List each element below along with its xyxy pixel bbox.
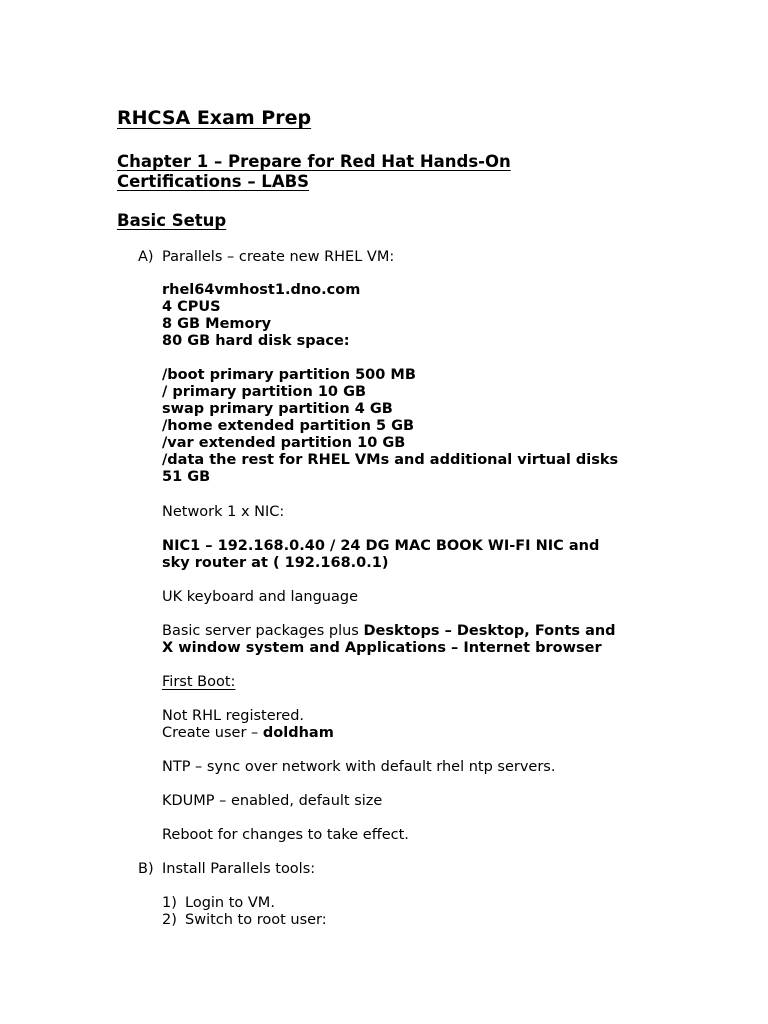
partition-line: /var extended partition 10 GB bbox=[162, 435, 406, 451]
item-b-text: Install Parallels tools: bbox=[162, 861, 316, 877]
partition-line: /data the rest for RHEL VMs and additional virtual disks bbox=[162, 452, 619, 468]
section-heading: Basic Setup bbox=[117, 211, 227, 230]
step-number: 1) bbox=[162, 895, 177, 911]
nic-line1: NIC1 – 192.168.0.40 / 24 DG MAC BOOK WI-FI NIC and bbox=[162, 538, 600, 554]
partition-line: /boot primary partition 500 MB bbox=[162, 367, 416, 383]
keyboard-line: UK keyboard and language bbox=[162, 589, 358, 605]
create-user-line bbox=[162, 725, 334, 742]
partition-line: 51 GB bbox=[162, 469, 211, 485]
step-text: Switch to root user: bbox=[185, 912, 327, 928]
partition-line: / primary partition 10 GB bbox=[162, 384, 367, 400]
packages-line1 bbox=[162, 623, 616, 640]
partition-line: /home extended partition 5 GB bbox=[162, 418, 415, 434]
item-a-text: Parallels – create new RHEL VM: bbox=[162, 249, 395, 265]
ntp-line: NTP – sync over network with default rhel ntp servers. bbox=[162, 759, 556, 775]
spec-disk: 80 GB hard disk space: bbox=[162, 333, 350, 349]
reboot-line: Reboot for changes to take effect. bbox=[162, 827, 409, 843]
network-label: Network 1 x NIC: bbox=[162, 504, 285, 520]
partition-line: swap primary partition 4 GB bbox=[162, 401, 393, 417]
first-boot-heading: First Boot: bbox=[162, 674, 236, 690]
chapter-heading-line1: Chapter 1 – Prepare for Red Hat Hands-On bbox=[117, 152, 511, 171]
item-a-marker: A) bbox=[138, 249, 154, 265]
item-b-marker: B) bbox=[138, 861, 154, 877]
nic-line2: sky router at ( 192.168.0.1) bbox=[162, 555, 389, 571]
create-user-prefix: Create user – bbox=[162, 725, 263, 741]
kdump-line: KDUMP – enabled, default size bbox=[162, 793, 383, 809]
spec-cpus: 4 CPUS bbox=[162, 299, 221, 315]
chapter-heading-line2: Certifications – LABS bbox=[117, 172, 310, 191]
not-registered-line: Not RHL registered. bbox=[162, 708, 305, 724]
spec-hostname: rhel64vmhost1.dno.com bbox=[162, 282, 361, 298]
packages-prefix: Basic server packages plus bbox=[162, 623, 364, 639]
packages-line2: X window system and Applications – Internet browser bbox=[162, 640, 602, 656]
step-text: Login to VM. bbox=[185, 895, 275, 911]
page-title: RHCSA Exam Prep bbox=[117, 107, 312, 129]
packages-bold1: Desktops – Desktop, Fonts and bbox=[363, 623, 616, 639]
create-user-name: doldham bbox=[262, 725, 334, 741]
spec-memory: 8 GB Memory bbox=[162, 316, 272, 332]
step-number: 2) bbox=[162, 912, 177, 928]
